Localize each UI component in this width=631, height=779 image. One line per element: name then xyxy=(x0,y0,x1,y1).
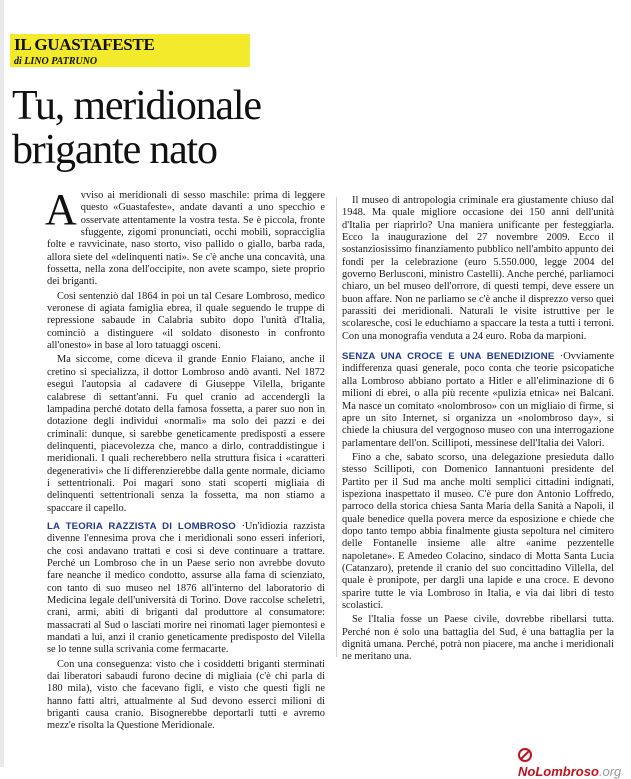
paragraph: Così sentenziò dal 1864 in poi un tal Cesare Lombroso, medico veronese di agiata famiglia ebrea, il quale seguendo le truppe di repressione sabaude in Calabria subito dopo l'unità d'Italia, cominciò a distinguere «il soldato disonesto in confronto all'onesto» in base al loro tatuaggi osceni. xyxy=(47,290,325,352)
drop-cap: A xyxy=(45,185,77,234)
paragraph: Fino a che, sabato scorso, una delegazione presieduta dallo stesso Scillipoti, con Domenico Iannantuoni presidente del Partito per il Sud ma anche molti semplici cittadini indignati, ispeziona inaspettato il museo. C'è pure don Antonio Loffredo, parroco della storica chiesa Santa Maria della Sanità a Napoli, il quale benedice quella povera merce da esposizione e chiede che dopo tanto tempo abbia finalmente giusta sepoltura nel cimitero delle Fontanelle insieme alle altre «anime pezzentelle napoletane». E Amedeo Colacino, sindaco di Motta Santa Lucia (Catanzaro), pretende il cranio del suo concittadino Villella, del quale è pronipote, per dargli una lapide e una croce. E devono sparire tutte le via Lombroso in Italia, e via dai libri di testo scolastici. xyxy=(342,451,614,611)
paragraph-text: ·Un'idiozia razzista divenne l'ennesima prova che i meridionali sono esseri inferiori, che così andavano trattati e così si deve continuare a trattare. Perché un Lombroso che in un Paese serio non avrebbe dovuto fare neanche il medico condotto, assurse alla fama di scienziato, con tanto di suo museo nel 1876 all'interno del laboratorio di Medicina legale dell'università di Torino. Dove raccolse scheletri, crani, armi, abiti di briganti dal produttore al consumatore: massacrati al Sud o lasciati morire nei rinomati lager piemontesi e mandati a lui, anzi il cranio geneticamente predisposto del Vilella se lo tenne sulla scrivania come fermacarte. xyxy=(47,520,325,656)
headline-line-2: brigante nato xyxy=(12,127,217,173)
no-sign-icon xyxy=(518,748,532,762)
paragraph-with-subhead xyxy=(47,521,325,657)
author-byline: di LINO PATRUNO xyxy=(14,56,98,67)
article-headline xyxy=(12,84,612,172)
paragraph-intro xyxy=(45,185,325,289)
watermark-tld: .org xyxy=(598,764,622,779)
paragraph-with-subhead xyxy=(342,351,614,450)
article-column-right xyxy=(342,195,614,666)
page-edge-shadow xyxy=(0,0,4,767)
column-divider xyxy=(336,197,337,657)
paragraph: Il museo di antropologia criminale era giustamente chiuso dal 1948. Ma quale migliore occasione dei 150 anni dell'unità d'Italia per riaprirlo? Una maniera unificante per festeggiarla. Ecco la inaugurazione del 27 novembre 2009. Ecco il sostanziosissimo finanziamento pubblico nell'ambito appunto dei fondi per la celebrazione (euro 5.550.000, legge 2004 del governo Berlusconi, ministro Castelli). Anche perché, parliamoci chiaro, un bel museo dell'orrore, di questi tempi, deve essere un buon affare. Non ne parliamo se c'è anche il disprezzo verso quei parassiti dei meridionali. Naturali le visite istruttive per le scolaresche, così le educhiamo a spaccare la testa a tutti i terroni. Con una monografia venduta a 24 euro. Roba da marpioni. xyxy=(342,195,614,342)
watermark-name: NoLombroso xyxy=(518,764,599,779)
article-column-left xyxy=(45,185,325,735)
section-subhead: SENZA UNA CROCE E UNA BENEDIZIONE xyxy=(342,351,555,363)
paragraph: Se l'Italia fosse un Paese civile, dovrebbe ribellarsi tutta. Perché non è solo una battaglia del Sud, è una battaglia per la dignità umana. Perché, potrà non piacere, ma anche i meridionali ne meritano una. xyxy=(342,614,614,663)
paragraph-text: ·Ovviamente indifferenza quasi generale, poco conta che teorie psicopatiche alla Lombroso abbiano portato a Hitler e all'eliminazione di 6 milioni di ebrei, o alla più recente «pulizia etnica» nei Balcani. Ma nasce un comitato «nolombroso» con un migliaio di firme, si apre un sito Internet, si organizza un «nolombroso day», si chiede la chiusura del vergognoso museo con una interrogazione parlamentare dell'on. Scillipoti, messinese dell'Italia dei Valori. xyxy=(342,351,614,449)
rubric-title: IL GUASTAFESTE xyxy=(14,35,155,54)
headline-line-1: Tu, meridionale xyxy=(12,83,261,129)
site-watermark xyxy=(518,748,631,779)
paragraph: Ma siccome, come diceva il grande Ennio Flaiano, anche il cretino si specializza, il dottor Lombroso andò avanti. Nel 1872 eseguì l'autopsia al cadavere di Giuseppe Vilella, brigante calabrese di settant'anni. Fu quel cranio ad accendergli la lampadina perché dotato della famosa fossetta, a parer suo non in dotazione degli individui «normali» ma solo dei pazzi e dei criminali: dunque, si sarebbe geneticamente predisposti a essere delinquenti, piacevolezza che, manco a dirlo, contraddistingue i meridionali. I quali recherebbero nella struttura fisica i «caratteri degenerativi» che li differenzierebbe dalla gente normale, diciamo i settentrionali. Poi magari sono stati scoperti migliaia di delinquenti settentrionali senza la fossetta, ma non stiamo a spaccare il capello. xyxy=(47,354,325,514)
paragraph: Con una conseguenza: visto che i cosiddetti briganti sterminati dai liberatori sabaudi furono decine di migliaia (c'è chi parla di 180 mila), visto che facevano figli, e visto che questi figli ne hanno fatti altri, attualmente al Sud devono esserci milioni di briganti causa cranio. Bisognerebbe deportarli tutti e avremo mezz'e risolta la Questione Meridionale. xyxy=(47,658,325,732)
paragraph-intro-text: vviso ai meridionali di sesso maschile: prima di leggere questo «Guastafeste», andate davanti a uno specchio e osservate attentamente la vostra testa. Se è piccola, fronte sfuggente, zigomi pronunciati, occhi mobili, sopracciglia folte e ravvicinate, naso storto, viso pallido o giallo, barba rada, allora siete del «delinquenti nati». Se c'è anche una concavità, una fossetta, nella zona dell'occipite, non avete scampo, siete proprio dei briganti. xyxy=(47,190,325,288)
section-subhead: LA TEORIA RAZZISTA DI LOMBROSO xyxy=(47,520,236,532)
